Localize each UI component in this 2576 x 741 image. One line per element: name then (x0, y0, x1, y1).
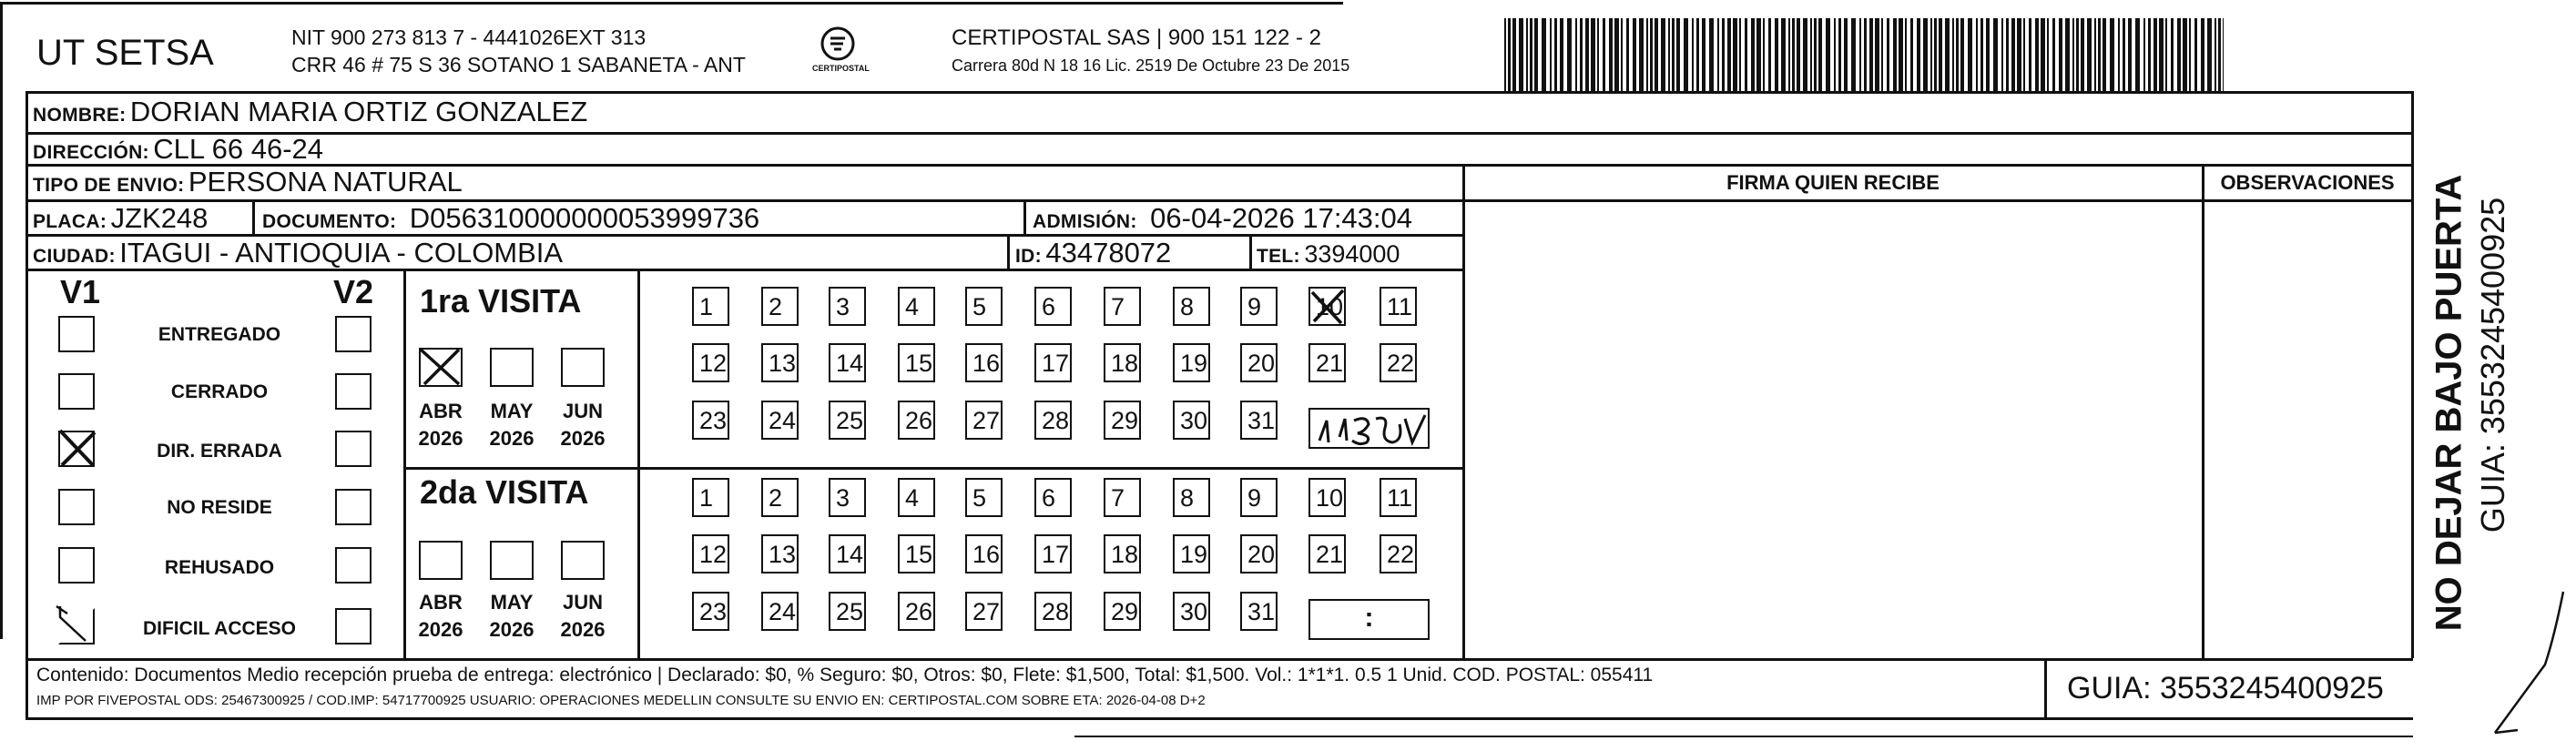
visit2-day-8[interactable]: 8 (1173, 478, 1210, 517)
direccion-label: DIRECCIÓN: (33, 142, 149, 163)
check-mark-icon (419, 348, 463, 387)
barcode-bar (1580, 18, 1583, 93)
visit1-day-13[interactable]: 13 (761, 343, 799, 382)
barcode-bar (2207, 18, 2212, 93)
barcode-bar (1676, 18, 1680, 93)
visit1-day-11[interactable]: 11 (1380, 287, 1417, 326)
barcode-bar (2059, 18, 2062, 93)
barcode-bar (2165, 18, 2167, 93)
status-label-entregado: ENTREGADO (158, 324, 281, 345)
visit2-day-28[interactable]: 28 (1034, 592, 1072, 631)
id-row (1015, 237, 1171, 269)
visit1-day-16[interactable]: 16 (965, 343, 1003, 382)
status-label-rehusado: REHUSADO (164, 557, 275, 578)
barcode-bar (1968, 18, 1972, 93)
barcode-bar (1775, 18, 1778, 93)
barcode-bar (1945, 18, 1950, 93)
pen-stroke-mark (55, 604, 95, 645)
barcode-bar (2218, 18, 2221, 93)
visit2-day-5[interactable]: 5 (965, 478, 1003, 517)
barcode-bar (1534, 18, 1538, 93)
placa-row (33, 202, 208, 235)
side-no-dejar: NO DEJAR BAJO PUERTA (2428, 174, 2469, 632)
certipostal-logo (812, 24, 870, 78)
barcode-bar (1603, 18, 1605, 93)
barcode-bar (2035, 18, 2039, 93)
v1-checkbox-dificil-acceso[interactable] (58, 608, 95, 645)
barcode-bar (1609, 18, 1613, 93)
barcode-bar (1844, 18, 1848, 93)
v2-checkbox-rehusado[interactable] (335, 547, 372, 584)
visit2-day-15[interactable]: 15 (898, 534, 935, 574)
license-text: Carrera 80d N 18 16 Lic. 2519 De Octubre 23 De 2015 (952, 56, 1350, 75)
barcode-bar (1756, 18, 1761, 93)
v1-header: V1 (60, 273, 101, 310)
visit1-month-may-label: MAY (490, 400, 534, 422)
observaciones-area[interactable] (2205, 202, 2409, 657)
barcode-bar (1684, 18, 1688, 93)
barcode-bar (1986, 18, 1990, 93)
barcode-bar (1519, 18, 1523, 93)
company-name: UT SETSA (36, 33, 214, 73)
visit2-day-23[interactable]: 23 (692, 592, 729, 631)
visit2-day-19[interactable]: 19 (1173, 534, 1210, 574)
barcode-bar (2143, 18, 2145, 93)
barcode-bar (2110, 18, 2114, 93)
visit2-day-22[interactable]: 22 (1380, 534, 1417, 574)
barcode-bar (1672, 18, 1675, 93)
visit1-year-jun: 2026 (560, 427, 606, 450)
tipo-label: TIPO DE ENVIO: (33, 175, 185, 196)
barcode-bar (2065, 18, 2070, 93)
visit1-day-17[interactable]: 17 (1034, 343, 1072, 382)
barcode-bar (1526, 18, 1528, 93)
barcode-bar (1739, 18, 1741, 93)
barcode-bar (2006, 18, 2009, 93)
visit1-day-26[interactable]: 26 (898, 401, 935, 440)
barcode (1504, 18, 2224, 93)
nombre-row (33, 96, 587, 128)
visit2-day-9[interactable]: 9 (1240, 478, 1278, 517)
barcode-bar (2041, 18, 2045, 93)
barcode-bar (1661, 18, 1665, 93)
v2-checkbox-dificil-acceso[interactable] (335, 608, 372, 645)
barcode-bar (2023, 18, 2025, 93)
barcode-bar (1575, 18, 1577, 93)
visit2-day-3[interactable]: 3 (829, 478, 866, 517)
visit2-day-16[interactable]: 16 (965, 534, 1003, 574)
visit1-day-4[interactable]: 4 (898, 287, 935, 326)
visit1-day-22[interactable]: 22 (1380, 343, 1417, 382)
barcode-bar (1614, 18, 1619, 93)
visit2-day-29[interactable]: 29 (1104, 592, 1141, 631)
tel-value: 3394000 (1304, 240, 1400, 268)
side-guia: GUIA: 3553245400925 (2474, 197, 2511, 533)
documento-row (262, 202, 759, 235)
barcode-bar (1818, 18, 1822, 93)
ciudad-label: CIUDAD: (33, 246, 116, 267)
visit2-month-may-checkbox[interactable] (490, 541, 534, 580)
barcode-bar (1650, 18, 1653, 93)
barcode-bar (1893, 18, 1897, 93)
barcode-bar (1696, 18, 1699, 93)
firma-header: FIRMA QUIEN RECIBE (1726, 171, 1940, 194)
visit2-day-20[interactable]: 20 (1240, 534, 1278, 574)
visit2-day-6[interactable]: 6 (1034, 478, 1072, 517)
barcode-bar (1797, 18, 1800, 93)
tel-row (1257, 240, 1400, 269)
visit2-month-jun-label: JUN (562, 591, 603, 614)
visit2-day-24[interactable]: 24 (761, 592, 799, 631)
barcode-bar (1727, 18, 1731, 93)
address-text: CRR 46 # 75 S 36 SOTANO 1 SABANETA - ANT (291, 53, 746, 76)
visit1-day-15[interactable]: 15 (898, 343, 935, 382)
visit2-day-10[interactable]: 10 (1308, 478, 1346, 517)
barcode-bar (2103, 18, 2106, 93)
barcode-bar (2153, 18, 2157, 93)
visit1-day-25[interactable]: 25 (829, 401, 866, 440)
visit2-day-27[interactable]: 27 (965, 592, 1003, 631)
barcode-bar (1917, 18, 1920, 93)
barcode-bar (1960, 18, 1964, 93)
barcode-bar (1639, 18, 1644, 93)
barcode-bar (1733, 18, 1737, 93)
barcode-bar (2017, 18, 2021, 93)
visit1-year-may: 2026 (489, 427, 535, 450)
visit2-time-box[interactable] (1308, 599, 1430, 640)
barcode-bar (1788, 18, 1790, 93)
visit1-month-jun-checkbox[interactable] (561, 348, 605, 387)
barcode-bar (2148, 18, 2151, 93)
barcode-bar (1655, 18, 1658, 93)
v2-checkbox-cerrado[interactable] (335, 373, 372, 410)
status-label-no-reside: NO RESIDE (167, 497, 272, 518)
v1-checkbox-cerrado[interactable] (58, 373, 95, 410)
visit1-day-29[interactable]: 29 (1104, 401, 1141, 440)
direccion-row (33, 133, 323, 166)
nombre-value: DORIAN MARIA ORTIZ GONZALEZ (129, 96, 588, 127)
barcode-bar (1508, 18, 1511, 93)
barcode-bar (2098, 18, 2101, 93)
barcode-bar (2094, 18, 2096, 93)
barcode-bar (1864, 18, 1867, 93)
barcode-bar (1722, 18, 1725, 93)
visit1-day-31[interactable]: 31 (1240, 401, 1278, 440)
barcode-bar (1875, 18, 1879, 93)
nit-text: NIT 900 273 813 7 - 4441026EXT 313 (291, 25, 647, 49)
barcode-bar (1763, 18, 1765, 93)
visit1-month-abr-checkbox[interactable] (419, 348, 463, 387)
barcode-bar (1993, 18, 1998, 93)
v1-checkbox-dir-errada[interactable] (58, 431, 95, 467)
visit1-day-3[interactable]: 3 (829, 287, 866, 326)
visit1-day-2[interactable]: 2 (761, 287, 799, 326)
barcode-bar (1646, 18, 1648, 93)
status-label-dificil-acceso: DIFICIL ACCESO (142, 618, 296, 639)
visit1-day-28[interactable]: 28 (1034, 401, 1072, 440)
id-value: 43478072 (1045, 237, 1172, 269)
barcode-bar (1668, 18, 1670, 93)
barcode-bar (2189, 18, 2191, 93)
visit1-day-19[interactable]: 19 (1173, 343, 1210, 382)
barcode-bar (1717, 18, 1719, 93)
visit1-time-box[interactable] (1308, 408, 1430, 449)
barcode-bar (1899, 18, 1903, 93)
carrier-text: CERTIPOSTAL SAS | 900 151 122 - 2 (952, 25, 1321, 50)
firma-area[interactable] (1466, 202, 2200, 657)
v1-checkbox-entregado[interactable] (58, 316, 95, 352)
barcode-bar (1838, 18, 1841, 93)
barcode-bar (2118, 18, 2120, 93)
barcode-bar (2001, 18, 2003, 93)
barcode-bar (1751, 18, 1755, 93)
barcode-bar (1851, 18, 1856, 93)
admision-label: ADMISIÓN: (1033, 211, 1137, 232)
visit1-day-10[interactable] (1308, 287, 1346, 326)
barcode-bar (1814, 18, 1817, 93)
barcode-bar (2177, 18, 2181, 93)
barcode-bar (1952, 18, 1954, 93)
v2-checkbox-entregado[interactable] (335, 316, 372, 352)
tipo-value: PERSONA NATURAL (188, 166, 463, 198)
check-mark-icon (58, 429, 98, 469)
visit2-year-jun: 2026 (560, 618, 606, 641)
placa-value: JZK248 (110, 202, 209, 234)
logo-text: CERTIPOSTAL (812, 64, 870, 73)
barcode-bar (2171, 18, 2174, 93)
visit2-day-30[interactable]: 30 (1173, 592, 1210, 631)
ciudad-value: ITAGUI - ANTIOQUIA - COLOMBIA (119, 237, 564, 269)
visit2-day-4[interactable]: 4 (898, 478, 935, 517)
visit2-year-abr: 2026 (418, 618, 463, 641)
visit2-year-may: 2026 (489, 618, 535, 641)
barcode-bar (1768, 18, 1771, 93)
barcode-bar (1560, 18, 1563, 93)
visit2-day-26[interactable]: 26 (898, 592, 935, 631)
visit2-month-jun-checkbox[interactable] (561, 541, 605, 580)
barcode-bar (1745, 18, 1747, 93)
barcode-bar (1554, 18, 1557, 93)
visit1-day-27[interactable]: 27 (965, 401, 1003, 440)
tel-label: TEL: (1257, 246, 1300, 267)
visit2-day-21[interactable]: 21 (1308, 534, 1346, 574)
barcode-bar (2052, 18, 2055, 93)
visit1-day-30[interactable]: 30 (1173, 401, 1210, 440)
barcode-bar (2029, 18, 2031, 93)
barcode-bar (1905, 18, 1907, 93)
visit2-title: 2da VISITA (420, 473, 589, 511)
visit1-day-24[interactable]: 24 (761, 401, 799, 440)
barcode-bar (1881, 18, 1883, 93)
corner-mark (2490, 583, 2572, 737)
barcode-bar (2047, 18, 2049, 93)
barcode-bar (1980, 18, 1983, 93)
barcode-bar (1792, 18, 1795, 93)
visit2-day-1[interactable]: 1 (692, 478, 729, 517)
barcode-bar (1810, 18, 1812, 93)
barcode-bar (1934, 18, 1937, 93)
barcode-bar (2087, 18, 2092, 93)
barcode-bar (2011, 18, 2015, 93)
barcode-bar (1550, 18, 1552, 93)
barcode-bar (1939, 18, 1942, 93)
visit2-day-13[interactable]: 13 (761, 534, 799, 574)
footer-guia: GUIA: 3553245400925 (2067, 671, 2384, 705)
barcode-bar (1709, 18, 1714, 93)
barcode-bar (1826, 18, 1830, 93)
barcode-bar (1930, 18, 1932, 93)
visit1-day-5[interactable]: 5 (965, 287, 1003, 326)
visit2-day-11[interactable]: 11 (1380, 478, 1417, 517)
visit2-day-17[interactable]: 17 (1034, 534, 1072, 574)
visit2-time-text: : (1364, 603, 1374, 633)
barcode-bar (1591, 18, 1595, 93)
barcode-bar (1626, 18, 1629, 93)
barcode-bar (2159, 18, 2164, 93)
tipo-row (33, 166, 463, 198)
barcode-bar (2076, 18, 2079, 93)
v2-checkbox-no-reside[interactable] (335, 489, 372, 525)
barcode-bar (1585, 18, 1589, 93)
contenido-text: Contenido: Documentos Medio recepción prueba de entrega: electrónico | Declarado: $0, % Seguro: $0, Otros: $0, Flete: $1,500, Total: $1,500. Vol.: 1*1*1. 0.5 1 Unid. COD. POSTAL: 055411 (36, 665, 1654, 685)
visit1-month-may-checkbox[interactable] (490, 348, 534, 387)
barcode-bar (1504, 18, 1506, 93)
visit2-month-may-label: MAY (490, 591, 534, 614)
barcode-bar (1781, 18, 1786, 93)
barcode-bar (1702, 18, 1705, 93)
barcode-bar (1597, 18, 1599, 93)
admision-value: 06-04-2026 17:43:04 (1150, 202, 1413, 234)
v2-header: V2 (333, 273, 374, 310)
barcode-bar (2183, 18, 2187, 93)
barcode-bar (1512, 18, 1516, 93)
visit1-day-12[interactable]: 12 (692, 343, 729, 382)
barcode-bar (2128, 18, 2132, 93)
visit2-day-2[interactable]: 2 (761, 478, 799, 517)
barcode-bar (1834, 18, 1836, 93)
barcode-bar (1869, 18, 1873, 93)
nombre-label: NOMBRE: (33, 105, 127, 126)
visit2-day-18[interactable]: 18 (1104, 534, 1141, 574)
barcode-bar (1803, 18, 1807, 93)
barcode-bar (1530, 18, 1532, 93)
barcode-bar (2081, 18, 2084, 93)
barcode-bar (1910, 18, 1913, 93)
barcode-bar (2215, 18, 2216, 93)
ciudad-row (33, 237, 563, 269)
barcode-bar (1567, 18, 1572, 93)
barcode-bar (1621, 18, 1623, 93)
visit1-day-14[interactable]: 14 (829, 343, 866, 382)
visit1-day-7[interactable]: 7 (1104, 287, 1141, 326)
visit1-day-1[interactable]: 1 (692, 287, 729, 326)
observaciones-header: OBSERVACIONES (2220, 171, 2395, 194)
status-label-dir-errada: DIR. ERRADA (157, 441, 282, 462)
barcode-bar (1976, 18, 1978, 93)
barcode-bar (1692, 18, 1694, 93)
visit1-day-20[interactable]: 20 (1240, 343, 1278, 382)
visit1-day-21[interactable]: 21 (1308, 343, 1346, 382)
barcode-bar (1542, 18, 1546, 93)
visit1-year-abr: 2026 (418, 427, 463, 450)
barcode-bar (2194, 18, 2197, 93)
barcode-bar (1956, 18, 1959, 93)
barcode-bar (1859, 18, 1861, 93)
id-label: ID: (1015, 246, 1042, 267)
visit1-day-8[interactable]: 8 (1173, 287, 1210, 326)
imp-text: IMP POR FIVEPOSTAL ODS: 25467300925 / COD.IMP: 54717700925 USUARIO: OPERACIONES MEDELLIN CONSULTE SU ENVIO EN: CERTIPOSTAL.COM SOBRE ETA: 2026-04-08 D+2 (36, 693, 1206, 708)
barcode-bar (2201, 18, 2204, 93)
v1-checkbox-rehusado[interactable] (58, 547, 95, 584)
visit2-day-14[interactable]: 14 (829, 534, 866, 574)
visit1-day-label: 10 (1316, 293, 1344, 320)
visit1-title: 1ra VISITA (420, 282, 582, 320)
visit2-month-abr-label: ABR (419, 591, 463, 614)
barcode-bar (2135, 18, 2140, 93)
barcode-bar (1887, 18, 1889, 93)
v1-checkbox-no-reside[interactable] (58, 489, 95, 525)
barcode-bar (1633, 18, 1636, 93)
direccion-value: CLL 66 46-24 (153, 133, 324, 165)
visit2-month-abr-checkbox[interactable] (419, 541, 463, 580)
status-label-cerrado: CERRADO (170, 381, 269, 402)
v2-checkbox-dir-errada[interactable] (335, 431, 372, 467)
visit1-day-9[interactable]: 9 (1240, 287, 1278, 326)
barcode-bar (2123, 18, 2125, 93)
documento-value: D056310000000053999736 (409, 202, 760, 234)
visit2-day-12[interactable]: 12 (692, 534, 729, 574)
visit1-day-23[interactable]: 23 (692, 401, 729, 440)
barcode-bar (1923, 18, 1928, 93)
documento-label: DOCUMENTO: (262, 211, 397, 232)
placa-label: PLACA: (33, 211, 107, 232)
visit1-month-jun-label: JUN (562, 400, 603, 422)
admision-row (1033, 202, 1412, 235)
barcode-bar (2223, 18, 2224, 93)
visit2-day-25[interactable]: 25 (829, 592, 866, 631)
visit2-day-7[interactable]: 7 (1104, 478, 1141, 517)
barcode-bar (2072, 18, 2074, 93)
visit1-day-6[interactable]: 6 (1034, 287, 1072, 326)
handwritten-time (1312, 410, 1429, 450)
visit2-day-31[interactable]: 31 (1240, 592, 1278, 631)
visit1-month-abr-label: ABR (419, 400, 463, 422)
visit1-day-18[interactable]: 18 (1104, 343, 1141, 382)
